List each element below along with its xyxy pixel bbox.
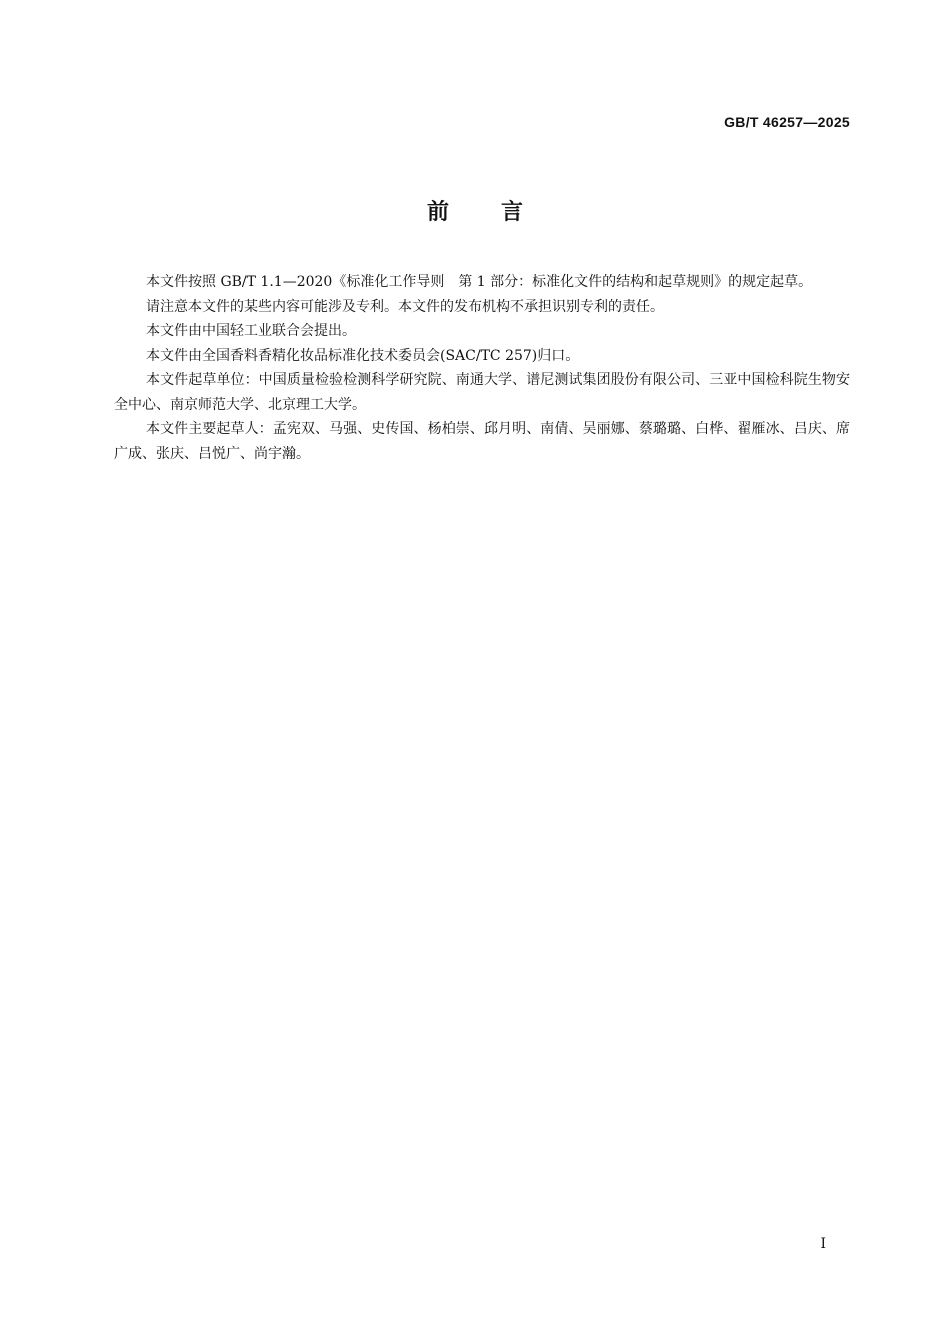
paragraph-patent-notice: 请注意本文件的某些内容可能涉及专利。本文件的发布机构不承担识别专利的责任。 bbox=[146, 298, 664, 315]
paragraph-drafting-units: 本文件起草单位：中国质量检验检测科学研究院、南通大学、谱尼测试集团股份有限公司、三亚中国检科院生物安全中心、南京师范大学、北京理工大学。 bbox=[114, 372, 850, 413]
paragraph-committee: 本文件由全国香料香精化妆品标准化技术委员会(SAC/TC 257)归口。 bbox=[146, 347, 580, 364]
page-number: I bbox=[820, 1236, 826, 1252]
page-title: 前言 bbox=[426, 200, 575, 225]
paragraph-proposer: 本文件由中国轻工业联合会提出。 bbox=[146, 323, 356, 339]
paragraph-drafting-rules: 本文件按照 GB/T 1.1—2020《标准化工作导则 第 1 部分：标准化文件的结构和起草规则》的规定起草。 bbox=[146, 274, 813, 290]
paragraph-drafters: 本文件主要起草人：孟宪双、马强、史传国、杨柏崇、邱月明、南倩、吴丽娜、蔡璐璐、白桦、翟雁冰、吕庆、席广成、张庆、吕悦广、尚宇瀚。 bbox=[114, 421, 850, 462]
foreword-body bbox=[114, 270, 850, 466]
standard-code: GB/T 46257—2025 bbox=[724, 114, 850, 130]
